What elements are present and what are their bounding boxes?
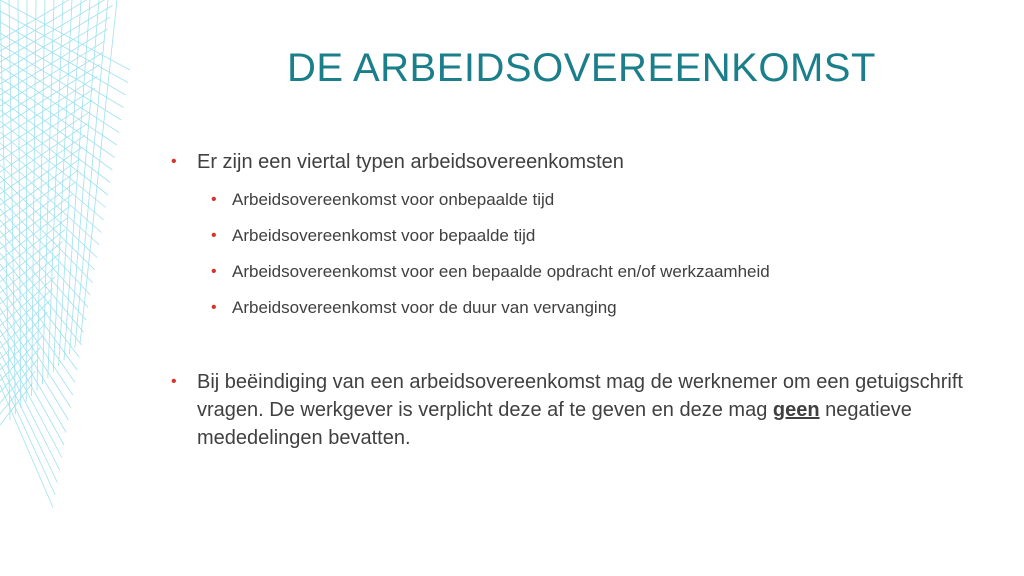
- wireframe-line: [0, 385, 53, 508]
- wireframe-line: [69, 0, 99, 354]
- wireframe-decoration: [0, 0, 150, 576]
- wireframe-line: [0, 286, 73, 395]
- bullet-dot-icon: •: [211, 191, 217, 208]
- wireframe-line: [59, 0, 81, 366]
- wireframe-line: [0, 230, 65, 282]
- sub-bullet-text: Arbeidsovereenkomst voor de duur van vervanging: [232, 298, 617, 317]
- bullet-item: [171, 368, 971, 452]
- wireframe-line: [75, 0, 108, 348]
- wireframe-line: [80, 0, 117, 342]
- emphasis-text: geen: [772, 399, 820, 421]
- sub-bullet-item: [211, 260, 971, 284]
- sub-bullet-text: Arbeidsovereenkomst voor een bepaalde opdracht en/of werkzaamheid: [232, 262, 770, 281]
- wireframe-line: [0, 348, 40, 392]
- wireframe-line: [0, 110, 108, 195]
- bullet-dot-icon: •: [211, 299, 217, 316]
- bullet-dot-icon: •: [171, 153, 177, 170]
- slide-content: [171, 148, 971, 452]
- bullet-item: [171, 148, 971, 176]
- slide-title: DE ARBEIDSOVEREENKOMST: [287, 46, 876, 90]
- bullet-text-part: negatieve mededelingen bevatten.: [197, 399, 912, 449]
- bullet-dot-icon: •: [211, 263, 217, 280]
- sub-bullet-text: Arbeidsovereenkomst voor onbepaalde tijd: [232, 190, 555, 209]
- wireframe-line: [0, 371, 35, 414]
- sub-bullet-item: [211, 296, 971, 320]
- wireframe-line: [0, 99, 110, 183]
- wireframe-line: [0, 374, 55, 495]
- bullet-dot-icon: •: [211, 227, 217, 244]
- sub-bullet-text: Arbeidsovereenkomst voor bepaalde tijd: [232, 226, 536, 245]
- wireframe-line: [0, 121, 106, 208]
- bullet-dot-icon: •: [171, 373, 177, 390]
- bullet-text-part: Bij beëindiging van een arbeidsovereenkomst mag de werknemer om een getuigschrift vragen. De werkgever is verplicht deze af te geven en deze mag: [197, 371, 963, 421]
- sub-bullet-item: [211, 188, 971, 212]
- wireframe-line: [0, 154, 99, 245]
- bullet-text: Er zijn een viertal typen arbeidsovereenkomsten: [197, 151, 624, 173]
- wireframe-line: [0, 383, 33, 425]
- sub-bullet-item: [211, 224, 971, 248]
